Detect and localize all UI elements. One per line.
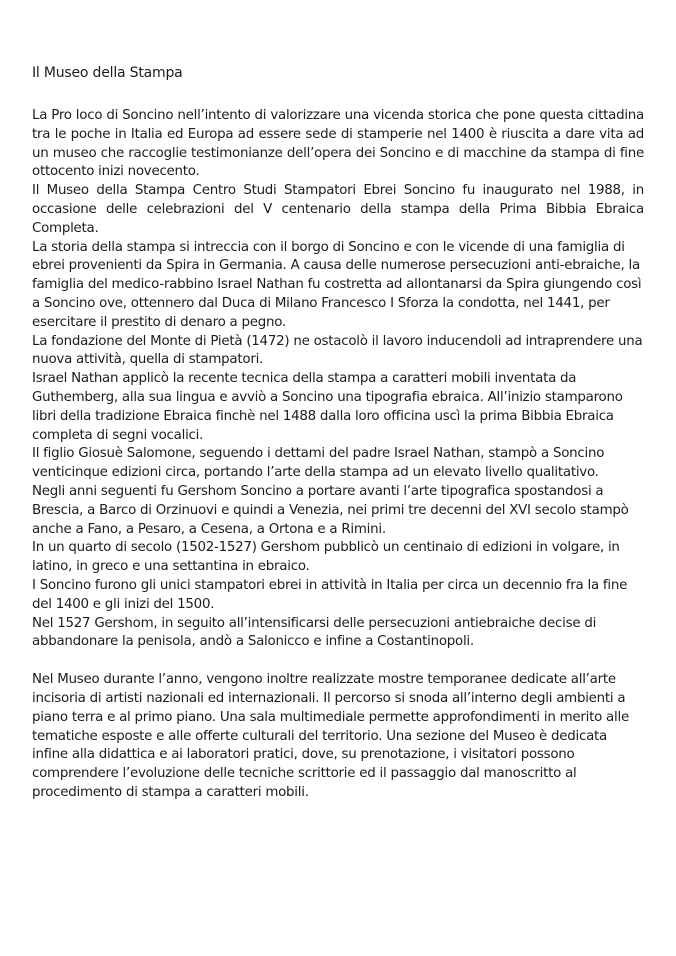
paragraph-intro: La Pro loco di Soncino nell’intento di valorizzare una vicenda storica che pone questa cittadina tra le poche in Italia ed Europa ad essere sede di stamperie nel 1400 è riuscita a dare vita ad un museo che raccoglie testimonianze dell’opera dei Soncino e di macchine da stampa di fine ottocento inizi novecento. [32, 108, 644, 180]
document-body [32, 107, 644, 803]
paragraph-israel-nathan: Israel Nathan applicò la recente tecnica della stampa a caratteri mobili inventata da Guthemberg, alla sua lingua e avviò a Soncino una tipografia ebraica. All’inizio stamparono libri della tradizione Ebraica finchè nel 1488 dalla loro officina uscì la prima Bibbia Ebraica completa di segni vocalici. [32, 371, 623, 443]
paragraph-monte-di-pieta: La fondazione del Monte di Pietà (1472) ne ostacolò il lavoro inducendoli ad intraprendere una nuova attività, quella di stampatori. [32, 333, 643, 368]
paragraph-history: La storia della stampa si intreccia con il borgo di Soncino e con le vicende di una famiglia di ebrei provenienti da Spira in Germania. A causa delle numerose persecuzioni anti-ebraiche, la famiglia del medico-rabbino Israel Nathan fu costretta ad allontanarsi da Spira giungendo così a Soncino ove, ottennero dal Duca di Milano Francesco I Sforza la condotta, nel 1441, per esercitare il prestito di denaro a pegno. [32, 239, 642, 330]
paragraph-soncino-unique: I Soncino furono gli unici stampatori ebrei in attività in Italia per circa un decennio fra la fine del 1400 e gli inizi del 1500. [32, 577, 628, 612]
paragraph-inauguration: Il Museo della Stampa Centro Studi Stampatori Ebrei Soncino fu inaugurato nel 1988, in occasione delle celebrazioni del V centenario della stampa della Prima Bibbia Ebraica Completa. [32, 183, 644, 236]
paragraph-spacer [32, 652, 644, 671]
paragraph-giosue-salomone: Il figlio Giosuè Salomone, seguendo i dettami del padre Israel Nathan, stampò a Soncino venticinque edizioni circa, portando l’arte della stampa ad un elevato livello qualitativo. [32, 446, 605, 481]
paragraph-gershom-travels: Negli anni seguenti fu Gershom Soncino a portare avanti l’arte tipografica spostandosi a Brescia, a Barco di Orzinuovi e quindi a Venezia, nei primi tre decenni del XVI secolo stampò anche a Fano, a Pesaro, a Cesena, a Ortona e a Rimini. [32, 483, 629, 537]
paragraph-gershom-departure: Nel 1527 Gershom, in seguito all’intensificarsi delle persecuzioni antiebraiche decise di abbandonare la penisola, andò a Salonicco e infine a Costantinopoli. [32, 615, 597, 650]
paragraph-museum-activities: Nel Museo durante l’anno, vengono inoltre realizzate mostre temporanee dedicate all’arte incisoria di artisti nazionali ed internazionali. Il percorso si snoda all’interno degli ambienti a piano terra e al primo piano. Una sala multimediale permette approfondimenti in merito alle tematiche esposte e alle offerte culturali del territorio. Una sezione del Museo è dedicata infine alla didattica e ai laboratori pratici, dove, su prenotazione, i visitatori possono comprendere l’evoluzione delle tecniche scrittorie ed il passaggio dal manoscritto al procedimento di stampa a caratteri mobili. [32, 672, 629, 800]
paragraph-gershom-editions: In un quarto di secolo (1502-1527) Gershom pubblicò un centinaio di edizioni in volgare, in latino, in greco e una settantina in ebraico. [32, 540, 620, 575]
page-title: Il Museo della Stampa [32, 65, 183, 81]
